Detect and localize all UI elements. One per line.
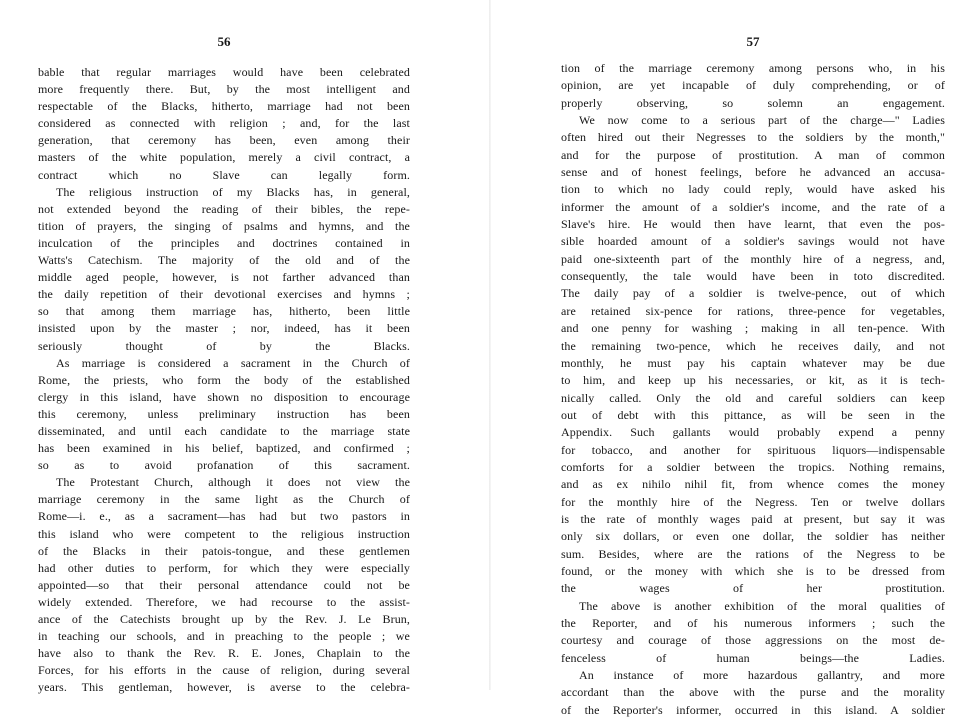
text-line: are retained six-pence for rations, three-pence for vegetables, <box>561 303 945 318</box>
text-line: tion of the marriage ceremony among persons who, in his <box>561 61 945 75</box>
text-line: and one penny for washing ; making in all ten-pence. With <box>561 321 945 336</box>
text-line: Forces, for his efforts in the cause of religion, during several <box>38 663 410 678</box>
text-line: consequently, the tale would have been in toto discredited. <box>561 269 945 284</box>
text-line: of the Reporter's informer, occurred in this island. A soldier <box>561 702 945 717</box>
text-line: is the rate of monthly wages paid at present, but say it was <box>561 511 945 526</box>
text-line: appointed—so that their personal attendance could not be <box>38 577 410 592</box>
text-line: this ceremony, unless preliminary instruction has been <box>38 406 410 421</box>
text-line: and as ex nihilo nihil fit, from whence comes the money <box>561 477 945 492</box>
text-line: comforts for a soldier between the tropics. Nothing remains, <box>561 459 945 474</box>
text-line: contract which no Slave can legally form. <box>38 167 410 182</box>
text-line: disseminated, and until each candidate to the marriage state <box>38 423 410 438</box>
page-text <box>38 64 410 696</box>
text-line: The above is another exhibition of the moral qualities of <box>579 598 945 613</box>
text-line: the wages of her prostitution. <box>561 581 945 596</box>
text-line: The Protestant Church, although it does not view the <box>56 475 410 490</box>
text-line: only six dollars, or even one dollar, the soldier has neither <box>561 529 945 544</box>
text-line: not extended beyond the reading of their bibles, the repe- <box>38 201 410 216</box>
text-line: widely extended. Therefore, we had recourse to the assist- <box>38 594 410 609</box>
text-line: inculcation of the principles and doctrines contained in <box>38 235 410 250</box>
text-line: An instance of more hazardous gallantry, and more <box>579 668 945 683</box>
text-line: marriage ceremony in the same light as the Church of <box>38 492 410 507</box>
text-line: properly observing, so solemn an engagement. <box>561 95 945 110</box>
text-line: considered as connected with religion ; and, for the last <box>38 116 410 131</box>
text-line: We now come to a serious part of the charge—" Ladies <box>579 113 945 128</box>
text-line: so as to avoid profanation of this sacrament. <box>38 458 410 473</box>
text-line: the Reporter, and of his numerous informers ; such the <box>561 616 945 630</box>
text-line: sum. Besides, where are the rations of the Negress to be <box>561 546 945 561</box>
text-line: of the Blacks in their patois-tongue, and these gentlemen <box>38 543 410 558</box>
text-line: clergy in this island, have shown no disposition to encourage <box>38 389 410 404</box>
text-line: generation, that ceremony has been, even among their <box>38 133 410 148</box>
text-line: years. This gentleman, however, is averse to the celebra- <box>38 680 410 695</box>
text-line: ance of the Catechists brought up by the Rev. J. Le Brun, <box>38 612 410 626</box>
text-line: out of debt with this pittance, as will be seen in the <box>561 407 945 422</box>
text-line: Watts's Catechism. The majority of the old and of the <box>38 253 410 268</box>
text-line: has been examined in his belief, baptized, and confirmed ; <box>38 441 410 456</box>
text-line: sible hoarded amount of a soldier's savings would not have <box>561 234 945 249</box>
text-line: tition of prayers, the singing of psalms and hymns, and the <box>38 218 410 233</box>
text-line: often hired out their Negresses to the soldiers by the month," <box>561 130 945 145</box>
text-line: for tobacco, and another for spirituous liquors—indispensable <box>561 442 945 457</box>
text-line: in teaching our schools, and in preaching to the people ; we <box>38 629 410 644</box>
text-line: opinion, are yet incapable of duly comprehending, or of <box>561 78 945 93</box>
text-line: the daily repetition of their devotional exercises and hymns ; <box>38 287 410 302</box>
text-line: this island who were competent to the religious instruction <box>38 526 410 541</box>
text-line: for the monthly hire of the Negress. Ten or twelve dollars <box>561 494 945 509</box>
text-line: middle aged people, however, is not farther advanced than <box>38 270 410 285</box>
text-line: the remaining two-pence, which he receives daily, and not <box>561 338 945 353</box>
text-line: accordant than the above with the purse and the morality <box>561 685 945 700</box>
text-line: bable that regular marriages would have been celebrated <box>38 65 410 79</box>
text-line: The religious instruction of my Blacks has, in general, <box>56 184 410 199</box>
text-line: Rome, the priests, who form the body of the established <box>38 372 410 387</box>
text-line: Slave's hire. He would then have learnt, that even the pos- <box>561 217 945 232</box>
text-line: respectable of the Blacks, hitherto, marriage had not been <box>38 99 410 114</box>
text-line: informer the amount of a soldier's income, and the rate of a <box>561 199 945 214</box>
text-line: fenceless of human beings—the Ladies. <box>561 650 945 665</box>
text-line: have also to thank the Rev. R. E. Jones, Chaplain to the <box>38 646 410 661</box>
text-line: found, or the money with which she is to be dressed from <box>561 563 945 578</box>
page-number: 56 <box>217 34 231 49</box>
text-line: monthly, he must pay his captain whatever may be due <box>561 355 945 370</box>
text-line: masters of the white population, merely a civil contract, a <box>38 150 410 165</box>
text-line: seriously thought of by the Blacks. <box>38 338 410 353</box>
text-line: tion to which no lady could reply, would have asked his <box>561 182 945 197</box>
text-line: so that among them marriage has, hitherto, been little <box>38 304 410 319</box>
text-line: As marriage is considered a sacrament in the Church of <box>56 355 410 370</box>
text-line: sense and of honest feelings, before he advanced an accusa- <box>561 165 945 180</box>
book-gutter <box>489 0 491 690</box>
page-text <box>561 60 945 719</box>
page-number: 57 <box>746 34 760 49</box>
text-line: Appendix. Such gallants would probably expend a penny <box>561 425 945 440</box>
text-line: had other duties to perform, for which they were especially <box>38 560 410 575</box>
text-line: more frequently there. But, by the most intelligent and <box>38 82 410 97</box>
text-line: to him, and keep up his necessaries, or kit, as it is tech- <box>561 373 945 388</box>
text-line: nically called. Only the old and careful soldiers can keep <box>561 390 945 405</box>
text-line: and for the purpose of prostitution. A man of common <box>561 147 945 162</box>
text-line: insisted upon by the master ; nor, indeed, has it been <box>38 321 410 336</box>
text-line: paid one-sixteenth part of the monthly hire of a negress, and, <box>561 251 945 266</box>
text-line: courtesy and courage of those aggressions on the most de- <box>561 633 945 648</box>
text-line: Rome—i. e., as a sacrament—has had but two pastors in <box>38 509 410 524</box>
text-line: The daily pay of a soldier is twelve-pence, out of which <box>561 286 945 301</box>
